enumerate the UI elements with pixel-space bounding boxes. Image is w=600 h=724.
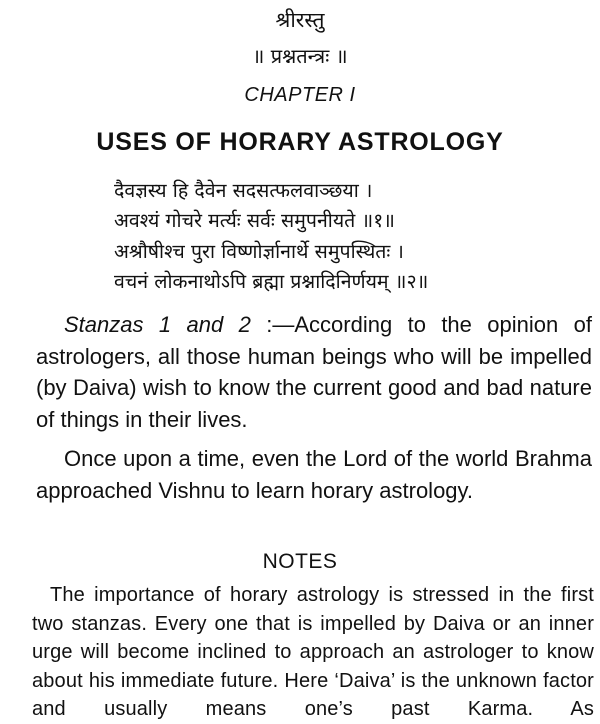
verse-line: अश्रौषीश्च पुरा विष्णोर्ज्ञानार्थे समुपस्थितः । [114,240,404,263]
translation-text: According to the opinion of astrologers, all those human beings who will be impelled (by Daiva) wish to know the current good and bad nature of things in their lives. [36,312,592,432]
stanza-reference: Stanzas 1 and 2 [64,312,251,337]
notes-paragraph: The importance of horary astrology is stressed in the first two stanzas. Every one that is impelled by Daiva or an inner urge will become inclined to approach an astrologer to know about his immediate future. Here ‘Daiva’ is the unknown factor and usually means one’s past Karma. As [32,584,594,720]
chapter-title: USES OF HORARY ASTROLOGY [96,128,504,156]
translation-paragraph: Once upon a time, even the Lord of the world Brahma approached Vishnu to learn horary astrology. [36,446,592,503]
verse-line: वचनं लोकनाथोऽपि ब्रह्मा प्रश्नादिनिर्णयम् ॥२॥ [114,270,429,293]
stanza-separator: :— [250,312,295,337]
invocation: श्रीरस्तु [275,8,325,32]
verse-line: दैवज्ञस्य हि दैवेन सदसत्फलवाञ्छया । [114,179,373,202]
notes-heading: NOTES [262,550,338,573]
work-title: ॥ प्रश्नतन्त्रः ॥ [252,44,348,68]
chapter-label: CHAPTER I [244,84,356,106]
verse-line: अवश्यं गोचरे मर्त्यः सर्वः समुपनीयते ॥१॥ [114,209,395,232]
translation-paragraph [36,309,592,435]
